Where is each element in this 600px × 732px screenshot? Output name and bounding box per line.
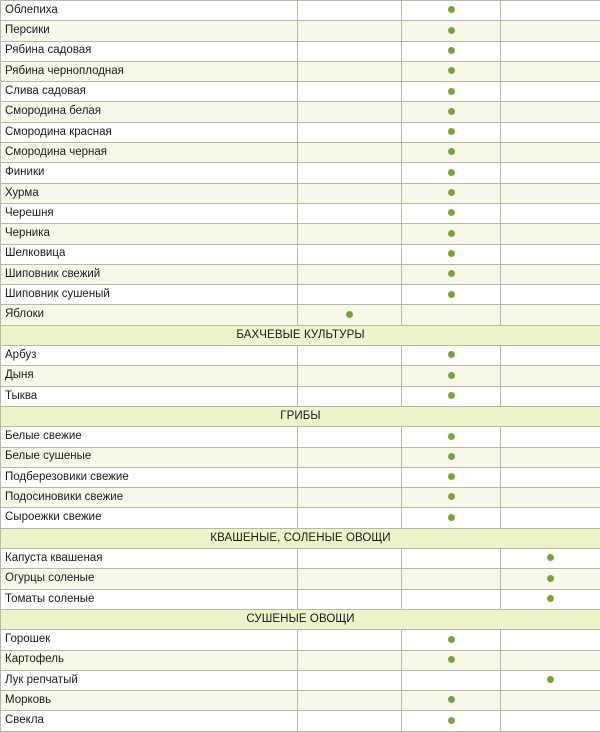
table-row <box>1 264 600 284</box>
product-name: Рябина черноплодная <box>1 61 298 81</box>
mark-cell <box>298 549 402 569</box>
green-dot-icon <box>448 473 455 480</box>
table-row <box>1 386 600 406</box>
mark-cell <box>501 163 600 183</box>
table-row <box>1 691 600 711</box>
green-dot-icon <box>448 148 455 155</box>
product-name: Смородина белая <box>1 102 298 122</box>
product-name: Персики <box>1 21 298 41</box>
table-row <box>1 549 600 569</box>
product-name: Подосиновики свежие <box>1 488 298 508</box>
green-dot-icon <box>448 433 455 440</box>
mark-cell <box>402 143 501 163</box>
table-row <box>1 447 600 467</box>
product-name: Капуста квашеная <box>1 549 298 569</box>
mark-cell <box>402 488 501 508</box>
mark-cell <box>402 163 501 183</box>
mark-cell <box>501 61 600 81</box>
product-name: Дыня <box>1 366 298 386</box>
product-name: Смородина черная <box>1 143 298 163</box>
mark-cell <box>501 427 600 447</box>
mark-cell <box>402 122 501 142</box>
table-row <box>1 366 600 386</box>
mark-cell <box>402 711 501 731</box>
mark-cell <box>402 569 501 589</box>
section-header-row <box>1 528 600 548</box>
mark-cell <box>402 41 501 61</box>
mark-cell <box>298 203 402 223</box>
product-name: Шиповник сушеный <box>1 285 298 305</box>
mark-cell <box>501 122 600 142</box>
section-header-row <box>1 325 600 345</box>
green-dot-icon <box>448 717 455 724</box>
mark-cell <box>402 203 501 223</box>
section-title: ГРИБЫ <box>1 406 600 426</box>
green-dot-icon <box>448 270 455 277</box>
green-dot-icon <box>448 230 455 237</box>
table-row <box>1 467 600 487</box>
table-row <box>1 163 600 183</box>
mark-cell <box>298 508 402 528</box>
mark-cell <box>501 366 600 386</box>
green-dot-icon <box>448 291 455 298</box>
mark-cell <box>298 427 402 447</box>
table-row <box>1 143 600 163</box>
mark-cell <box>298 82 402 102</box>
product-name: Картофель <box>1 650 298 670</box>
green-dot-icon <box>448 6 455 13</box>
mark-cell <box>402 630 501 650</box>
product-name: Слива садовая <box>1 82 298 102</box>
mark-cell <box>402 549 501 569</box>
mark-cell <box>501 82 600 102</box>
section-header-row <box>1 609 600 629</box>
table-row <box>1 569 600 589</box>
mark-cell <box>501 650 600 670</box>
green-dot-icon <box>448 189 455 196</box>
section-title: БАХЧЕВЫЕ КУЛЬТУРЫ <box>1 325 600 345</box>
mark-cell <box>298 467 402 487</box>
product-name: Огурцы соленые <box>1 569 298 589</box>
section-header-row <box>1 406 600 426</box>
mark-cell <box>402 305 501 325</box>
green-dot-icon <box>448 209 455 216</box>
table-row <box>1 102 600 122</box>
mark-cell <box>298 305 402 325</box>
mark-cell <box>402 386 501 406</box>
mark-cell <box>298 691 402 711</box>
green-dot-icon <box>448 27 455 34</box>
mark-cell <box>501 41 600 61</box>
green-dot-icon <box>448 636 455 643</box>
product-name: Яблоки <box>1 305 298 325</box>
product-name: Горошек <box>1 630 298 650</box>
mark-cell <box>501 203 600 223</box>
mark-cell <box>298 346 402 366</box>
product-name: Подберезовики свежие <box>1 467 298 487</box>
mark-cell <box>402 589 501 609</box>
product-name: Черника <box>1 224 298 244</box>
green-dot-icon <box>448 108 455 115</box>
green-dot-icon <box>448 250 455 257</box>
mark-cell <box>501 183 600 203</box>
mark-cell <box>298 285 402 305</box>
product-name: Томаты соленые <box>1 589 298 609</box>
mark-cell <box>402 427 501 447</box>
product-name: Лук репчатый <box>1 670 298 690</box>
mark-cell <box>298 386 402 406</box>
mark-cell <box>402 244 501 264</box>
product-name: Свекла <box>1 711 298 731</box>
mark-cell <box>501 467 600 487</box>
mark-cell <box>298 589 402 609</box>
product-name: Белые свежие <box>1 427 298 447</box>
table-row <box>1 122 600 142</box>
mark-cell <box>402 691 501 711</box>
mark-cell <box>298 143 402 163</box>
table-row <box>1 82 600 102</box>
table-row <box>1 41 600 61</box>
table-row <box>1 224 600 244</box>
mark-cell <box>501 488 600 508</box>
mark-cell <box>402 670 501 690</box>
mark-cell <box>501 244 600 264</box>
mark-cell <box>402 264 501 284</box>
mark-cell <box>501 1 600 21</box>
table-row <box>1 1 600 21</box>
product-name: Облепиха <box>1 1 298 21</box>
product-name: Хурма <box>1 183 298 203</box>
product-table-body <box>1 1 600 732</box>
product-name: Тыква <box>1 386 298 406</box>
product-name: Шиповник свежий <box>1 264 298 284</box>
mark-cell <box>298 102 402 122</box>
mark-cell <box>501 630 600 650</box>
mark-cell <box>501 143 600 163</box>
section-title: КВАШЕНЫЕ, СОЛЕНЫЕ ОВОЩИ <box>1 528 600 548</box>
table-row <box>1 346 600 366</box>
green-dot-icon <box>547 676 554 683</box>
mark-cell <box>402 447 501 467</box>
mark-cell <box>298 630 402 650</box>
mark-cell <box>501 224 600 244</box>
mark-cell <box>402 82 501 102</box>
mark-cell <box>501 285 600 305</box>
green-dot-icon <box>448 169 455 176</box>
product-name: Морковь <box>1 691 298 711</box>
mark-cell <box>402 224 501 244</box>
mark-cell <box>298 183 402 203</box>
mark-cell <box>298 41 402 61</box>
mark-cell <box>501 305 600 325</box>
mark-cell <box>402 366 501 386</box>
mark-cell <box>501 691 600 711</box>
green-dot-icon <box>448 453 455 460</box>
mark-cell <box>298 61 402 81</box>
mark-cell <box>402 285 501 305</box>
mark-cell <box>501 264 600 284</box>
green-dot-icon <box>448 351 455 358</box>
product-name: Арбуз <box>1 346 298 366</box>
green-dot-icon <box>547 595 554 602</box>
green-dot-icon <box>448 392 455 399</box>
mark-cell <box>298 488 402 508</box>
mark-cell <box>402 467 501 487</box>
table-row <box>1 244 600 264</box>
mark-cell <box>298 163 402 183</box>
mark-cell <box>402 650 501 670</box>
product-name: Смородина красная <box>1 122 298 142</box>
mark-cell <box>501 386 600 406</box>
green-dot-icon <box>448 47 455 54</box>
table-row <box>1 21 600 41</box>
green-dot-icon <box>448 372 455 379</box>
green-dot-icon <box>448 656 455 663</box>
product-name: Сыроежки свежие <box>1 508 298 528</box>
mark-cell <box>298 711 402 731</box>
mark-cell <box>501 549 600 569</box>
table-row <box>1 508 600 528</box>
mark-cell <box>402 102 501 122</box>
mark-cell <box>402 183 501 203</box>
mark-cell <box>501 447 600 467</box>
mark-cell <box>298 670 402 690</box>
mark-cell <box>298 1 402 21</box>
mark-cell <box>298 224 402 244</box>
product-name: Белые сушеные <box>1 447 298 467</box>
table-row <box>1 203 600 223</box>
mark-cell <box>402 1 501 21</box>
table-row <box>1 61 600 81</box>
table-row <box>1 488 600 508</box>
green-dot-icon <box>448 128 455 135</box>
product-name: Черешня <box>1 203 298 223</box>
mark-cell <box>298 569 402 589</box>
mark-cell <box>298 650 402 670</box>
mark-cell <box>402 346 501 366</box>
green-dot-icon <box>448 493 455 500</box>
table-row <box>1 650 600 670</box>
table-row <box>1 589 600 609</box>
green-dot-icon <box>448 88 455 95</box>
product-name: Рябина садовая <box>1 41 298 61</box>
mark-cell <box>501 508 600 528</box>
green-dot-icon <box>448 514 455 521</box>
green-dot-icon <box>448 696 455 703</box>
mark-cell <box>501 589 600 609</box>
table-row <box>1 183 600 203</box>
section-title: СУШЕНЫЕ ОВОЩИ <box>1 609 600 629</box>
table-row <box>1 285 600 305</box>
green-dot-icon <box>547 575 554 582</box>
mark-cell <box>298 264 402 284</box>
mark-cell <box>298 21 402 41</box>
green-dot-icon <box>547 554 554 561</box>
table-row <box>1 630 600 650</box>
product-name: Финики <box>1 163 298 183</box>
mark-cell <box>501 21 600 41</box>
mark-cell <box>501 711 600 731</box>
mark-cell <box>298 366 402 386</box>
table-row <box>1 427 600 447</box>
mark-cell <box>501 670 600 690</box>
green-dot-icon <box>346 311 353 318</box>
mark-cell <box>298 447 402 467</box>
mark-cell <box>402 508 501 528</box>
mark-cell <box>501 102 600 122</box>
table-row <box>1 305 600 325</box>
product-name: Шелковица <box>1 244 298 264</box>
mark-cell <box>298 122 402 142</box>
mark-cell <box>501 346 600 366</box>
mark-cell <box>402 21 501 41</box>
green-dot-icon <box>448 67 455 74</box>
mark-cell <box>501 569 600 589</box>
table-row <box>1 711 600 731</box>
mark-cell <box>298 244 402 264</box>
mark-cell <box>402 61 501 81</box>
table-row <box>1 670 600 690</box>
